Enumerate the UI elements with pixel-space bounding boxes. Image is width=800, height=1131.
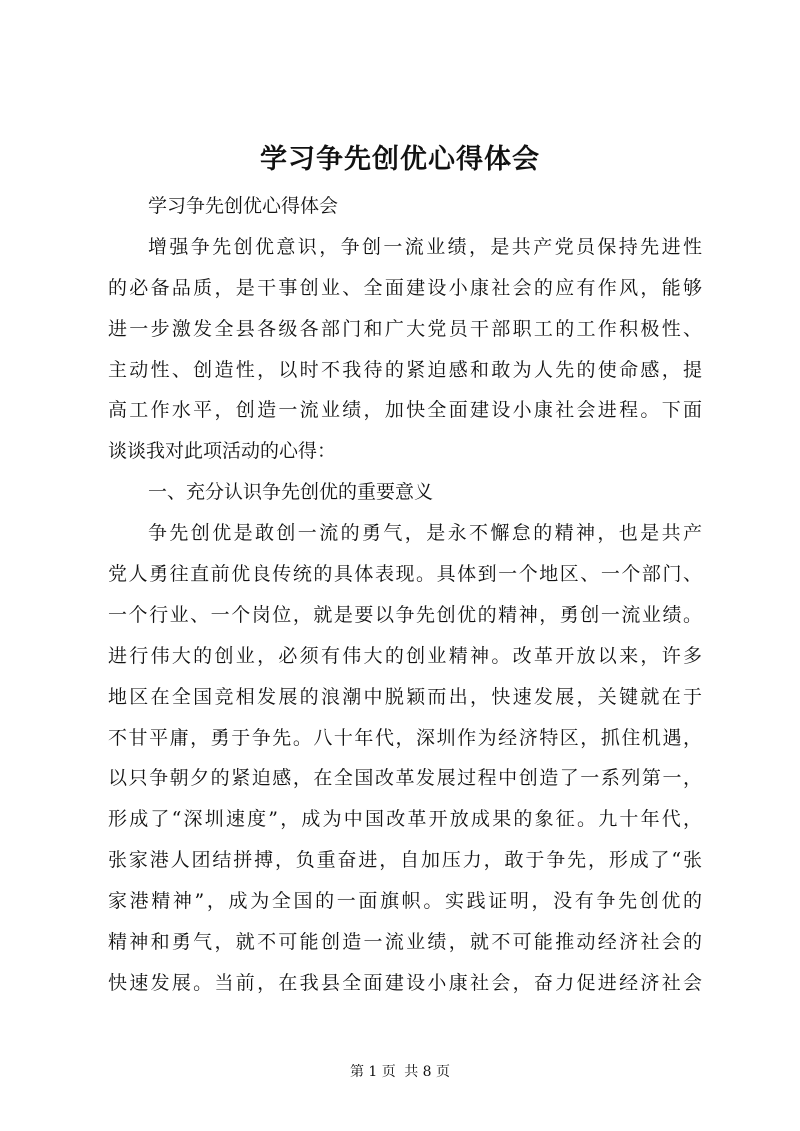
paragraph-line: 进一步激发全县各级各部门和广大党员干部职工的工作积极性、: [108, 317, 702, 340]
paragraph-line: 党人勇往直前优良传统的具体表现。具体到一个地区、一个部门、: [108, 563, 702, 586]
paragraph-line: 增强争先创优意识，争创一流业绩，是共产党员保持先进性: [148, 235, 702, 258]
paragraph-line: 主动性、创造性，以时不我待的紧迫感和敢为人先的使命感，提: [108, 358, 702, 381]
paragraph-line: 快速发展。当前，在我县全面建设小康社会，奋力促进经济社会: [108, 971, 702, 994]
page-footer: [0, 1062, 800, 1082]
paragraph-line: 张家港人团结拼搏，负重奋进，自加压力，敢于争先，形成了“张: [108, 849, 702, 872]
paragraph-line: 高工作水平，创造一流业绩，加快全面建设小康社会进程。下面: [108, 399, 702, 422]
document-body: [108, 186, 702, 1004]
paragraph-line: 以只争朝夕的紧迫感，在全国改革发展过程中创造了一系列第一，: [108, 767, 702, 790]
paragraph-line: 的必备品质，是干事创业、全面建设小康社会的应有作风，能够: [108, 276, 702, 299]
section-heading: 一、充分认识争先创优的重要意义: [148, 481, 434, 504]
page-number: 第 1 页: [349, 1064, 396, 1080]
paragraph-line: 一个行业、一个岗位，就是要以争先创优的精神，勇创一流业绩。: [108, 603, 702, 626]
paragraph-line: 争先创优是敢创一流的勇气，是永不懈怠的精神，也是共产: [148, 522, 702, 545]
paragraph-line: 地区在全国竞相发展的浪潮中脱颖而出，快速发展，关键就在于: [108, 685, 702, 708]
total-pages: 共 8 页: [404, 1064, 451, 1080]
paragraph-line: 谈谈我对此项活动的心得：: [108, 440, 337, 463]
paragraph-line: 不甘平庸，勇于争先。八十年代，深圳作为经济特区，抓住机遇，: [108, 726, 702, 749]
paragraph-line: 精神和勇气，就不可能创造一流业绩，就不可能推动经济社会的: [108, 931, 702, 954]
paragraph-line: 形成了“深圳速度”，成为中国改革开放成果的象征。九十年代，: [108, 808, 702, 831]
paragraph-line: 学习争先创优心得体会: [148, 195, 339, 217]
document-title: 学习争先创优心得体会: [260, 144, 540, 175]
paragraph-line: 进行伟大的创业，必须有伟大的创业精神。改革开放以来，许多: [108, 644, 702, 667]
paragraph-line: 家港精神”，成为全国的一面旗帜。实践证明，没有争先创优的: [108, 890, 702, 913]
